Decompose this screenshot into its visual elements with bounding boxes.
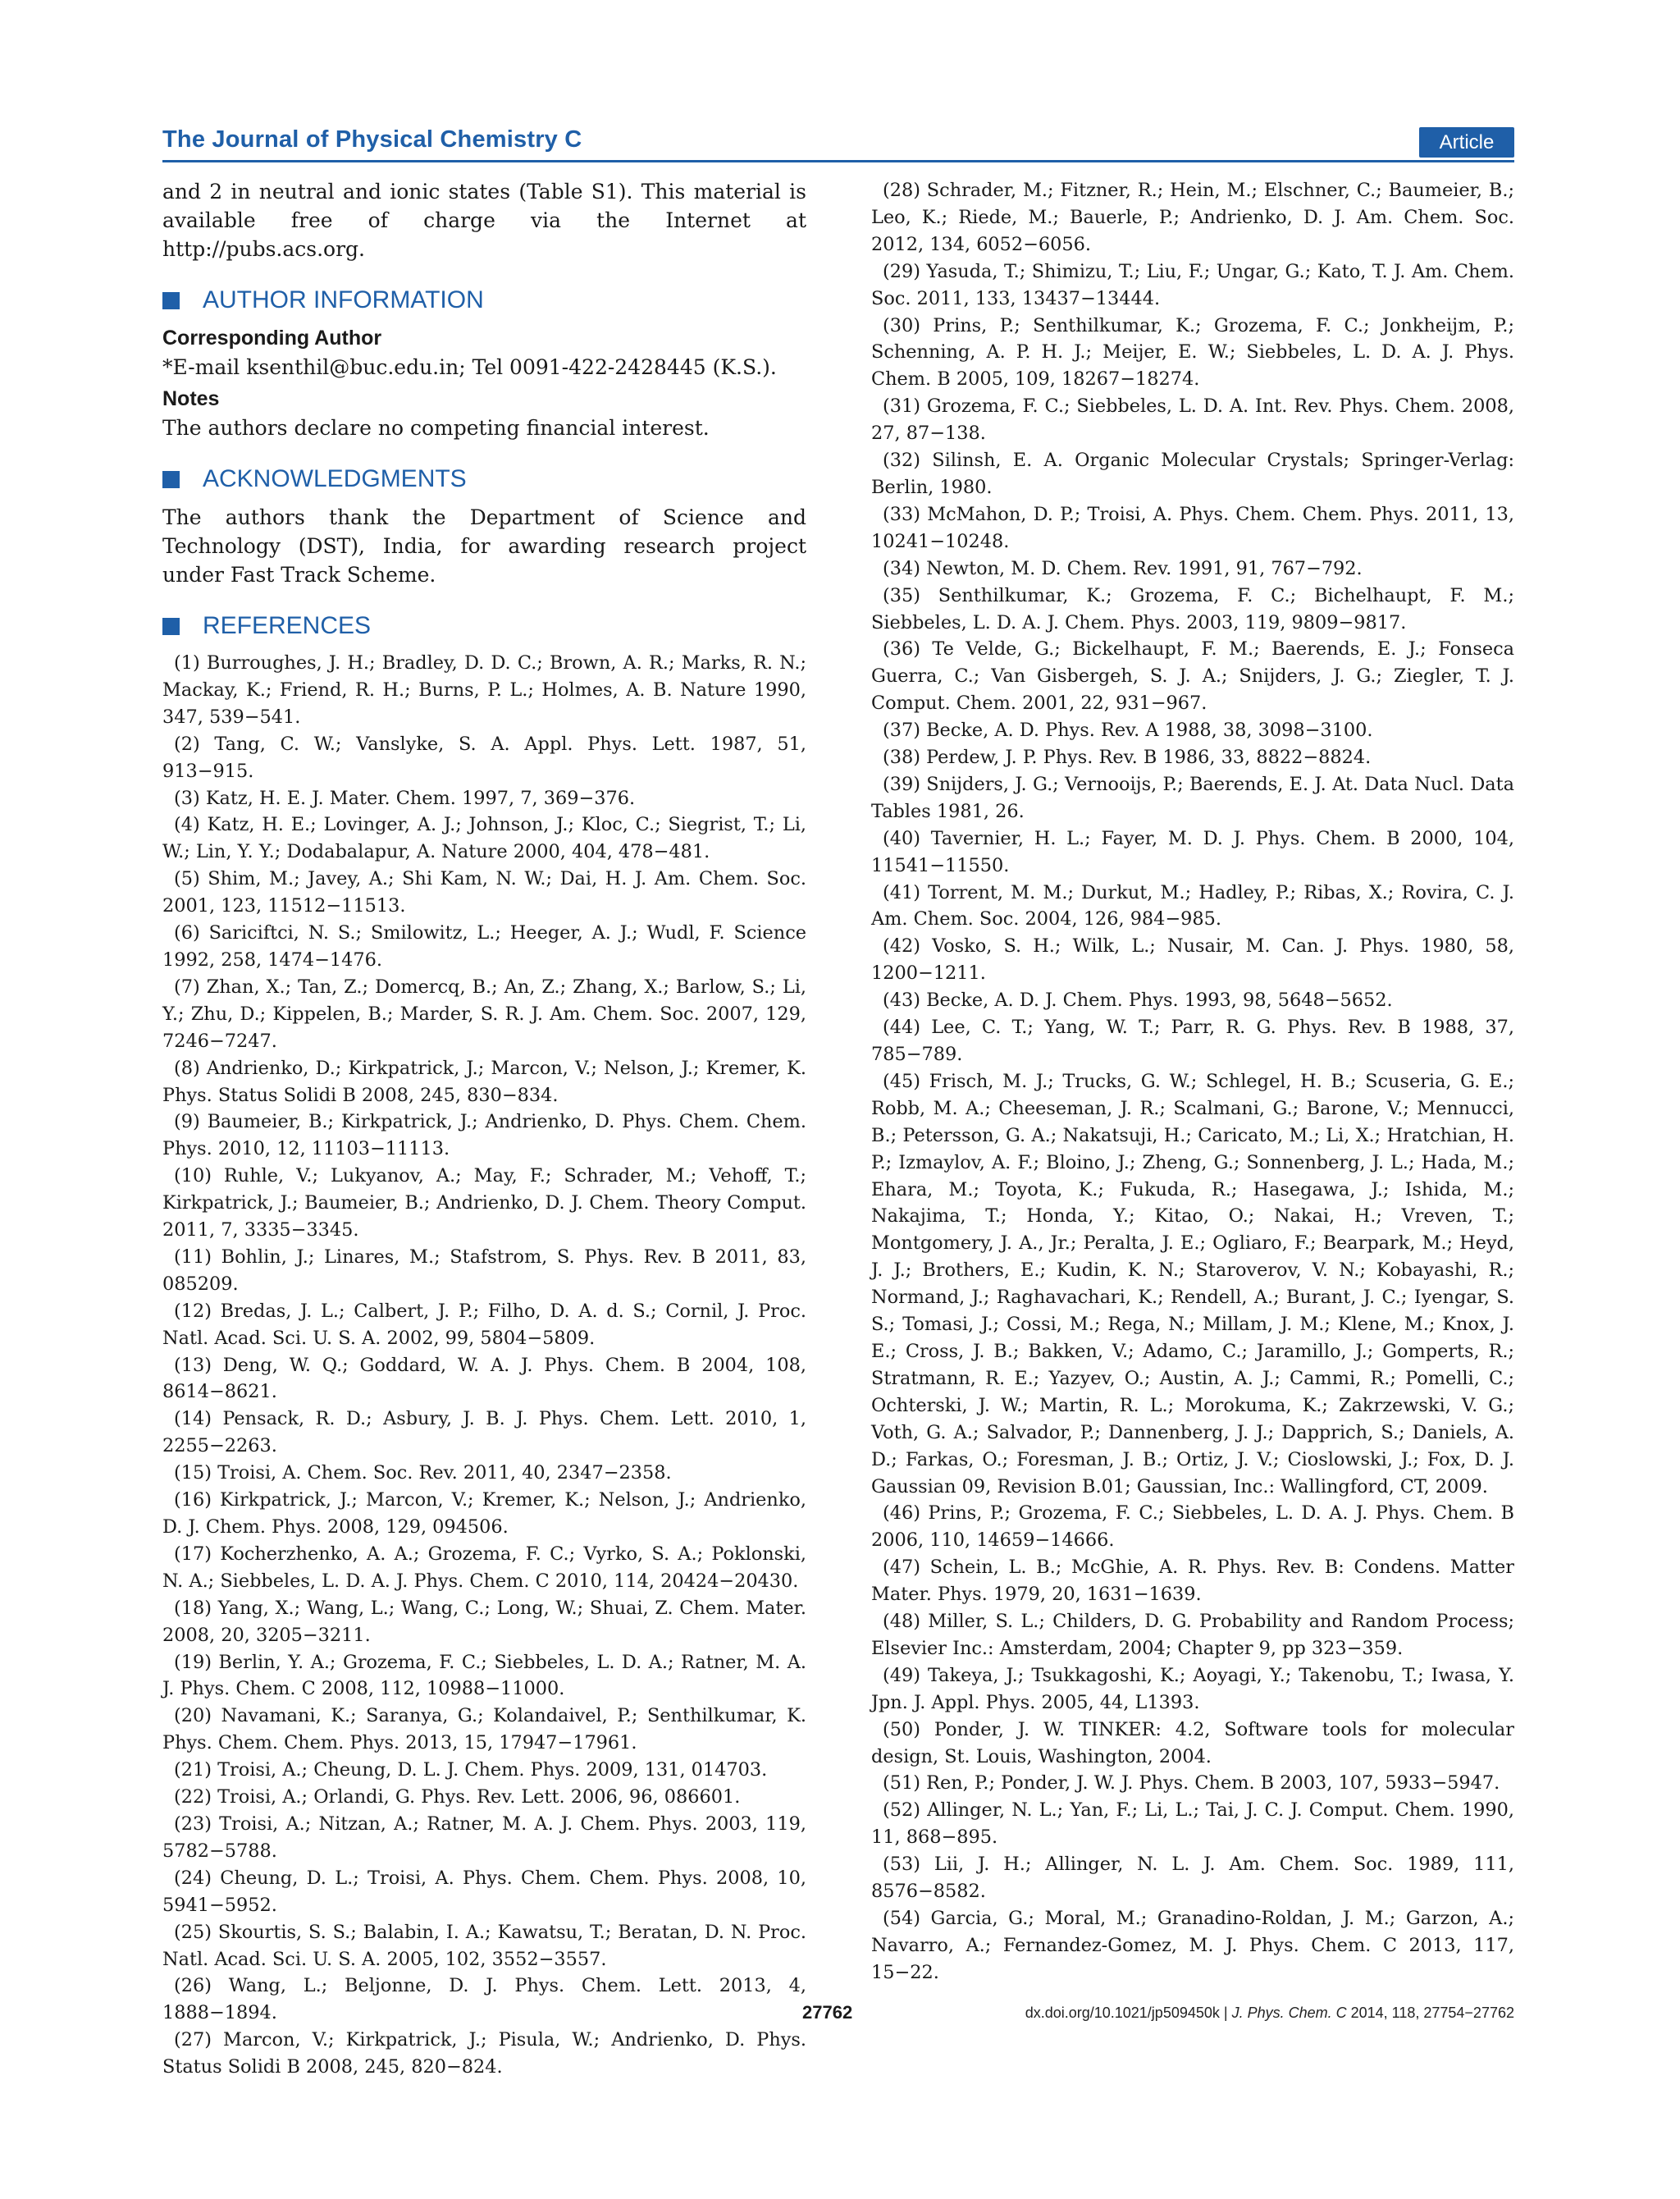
reference-item: (15) Troisi, A. Chem. Soc. Rev. 2011, 40, 2347−2358. (174, 1462, 672, 1484)
section-marker-icon (162, 471, 180, 488)
reference-item: (6) Sariciftci, N. S.; Smilowitz, L.; Heeger, A. J.; Wudl, F. Science 1992, 258, 1474−1476. (162, 922, 806, 971)
reference-item: (10) Ruhle, V.; Lukyanov, A.; May, F.; Schrader, M.; Vehoff, T.; Kirkpatrick, J.; Baumeier, B.; Andrienko, D. J. Chem. Theory Comput. 2011, 7, 3335−3345. (162, 1165, 806, 1241)
reference-list-left (162, 650, 806, 2081)
reference-item: (2) Tang, C. W.; Vanslyke, S. A. Appl. Phys. Lett. 1987, 51, 913−915. (162, 733, 806, 782)
reference-item: (35) Senthilkumar, K.; Grozema, F. C.; Bichelhaupt, F. M.; Siebbeles, L. D. A. J. Chem. Phys. 2003, 119, 9809−9817. (871, 584, 1514, 633)
reference-item: (39) Snijders, J. G.; Vernooijs, P.; Baerends, E. J. At. Data Nucl. Data Tables 1981, 26. (871, 773, 1514, 822)
reference-item: (17) Kocherzhenko, A. A.; Grozema, F. C.; Vyrko, S. A.; Poklonski, N. A.; Siebbeles, L. D. A. J. Phys. Chem. C 2010, 114, 20424−20430. (162, 1543, 806, 1592)
reference-item: (40) Tavernier, H. L.; Fayer, M. D. J. Phys. Chem. B 2000, 104, 11541−11550. (871, 827, 1514, 876)
citation-journal: J. Phys. Chem. C (1231, 2005, 1347, 2021)
reference-item: (29) Yasuda, T.; Shimizu, T.; Liu, F.; Ungar, G.; Kato, T. J. Am. Chem. Soc. 2011, 133, 13437−13444. (871, 260, 1514, 309)
reference-item: (13) Deng, W. Q.; Goddard, W. A. J. Phys. Chem. B 2004, 108, 8614−8621. (162, 1354, 806, 1403)
acknowledgments-text: The authors thank the Department of Science and Technology (DST), India, for awarding research project under Fast Track Scheme. (162, 505, 806, 587)
reference-item: (25) Skourtis, S. S.; Balabin, I. A.; Kawatsu, T.; Beratan, D. N. Proc. Natl. Acad. Sci. U. S. A. 2005, 102, 3552−3557. (162, 1921, 806, 1970)
reference-item: (37) Becke, A. D. Phys. Rev. A 1988, 38, 3098−3100. (883, 720, 1373, 742)
references-label: REFERENCES (203, 612, 372, 639)
reference-item: (43) Becke, A. D. J. Chem. Phys. 1993, 98, 5648−5652. (883, 990, 1393, 1012)
footer-citation: dx.doi.org/10.1021/jp509450k | J. Phys. Chem. C 2014, 118, 27754−27762 (1025, 2005, 1514, 2021)
reference-item: (21) Troisi, A.; Cheung, D. L. J. Chem. Phys. 2009, 131, 014703. (174, 1759, 768, 1781)
reference-item: (16) Kirkpatrick, J.; Marcon, V.; Kremer, K.; Nelson, J.; Andrienko, D. J. Chem. Phys. 2008, 129, 094506. (162, 1489, 806, 1538)
reference-item: (20) Navamani, K.; Saranya, G.; Kolandaivel, P.; Senthilkumar, K. Phys. Chem. Chem. Phys. 2013, 15, 17947−17961. (162, 1705, 806, 1754)
corresponding-author-text: *E-mail ksenthil@buc.edu.in; Tel 0091-422-2428445 (K.S.). (162, 355, 777, 379)
reference-item: (26) Wang, L.; Beljonne, D. J. Phys. Chem. Lett. 2013, 4, 1888−1894. (162, 1975, 806, 2024)
reference-item: (52) Allinger, N. L.; Yan, F.; Li, L.; Tai, J. C. J. Comput. Chem. 1990, 11, 868−895. (871, 1799, 1514, 1849)
notes-label: Notes (162, 387, 220, 410)
reference-item: (8) Andrienko, D.; Kirkpatrick, J.; Marcon, V.; Nelson, J.; Kremer, K. Phys. Status Solidi B 2008, 245, 830−834. (162, 1057, 806, 1106)
reference-item: (38) Perdew, J. P. Phys. Rev. B 1986, 33, 8822−8824. (883, 747, 1372, 769)
references-heading (162, 612, 806, 640)
reference-item: (30) Prins, P.; Senthilkumar, K.; Grozema, F. C.; Jonkheijm, P.; Schenning, A. P. H. J.; Meijer, E. W.; Siebbeles, L. D. A. J. Phys. Chem. B 2005, 109, 18267−18274. (871, 314, 1514, 391)
reference-item: (54) Garcia, G.; Moral, M.; Granadino-Roldan, J. M.; Garzon, A.; Navarro, A.; Fernandez-Gomez, M. J. Phys. Chem. C 2013, 117, 15−22. (871, 1908, 1514, 1983)
article-badge: Article (1419, 127, 1514, 158)
reference-item: (11) Bohlin, J.; Linares, M.; Stafstrom, S. Phys. Rev. B 2011, 83, 085209. (162, 1246, 806, 1295)
page-number: 27762 (802, 2002, 853, 2023)
reference-item: (12) Bredas, J. L.; Calbert, J. P.; Filho, D. A. d. S.; Cornil, J. Proc. Natl. Acad. Sci. U. S. A. 2002, 99, 5804−5809. (162, 1300, 806, 1349)
author-information-label: AUTHOR INFORMATION (203, 286, 484, 313)
citation-details: 2014, 118, 27754−27762 (1346, 2005, 1514, 2021)
reference-item: (46) Prins, P.; Grozema, F. C.; Siebbeles, L. D. A. J. Phys. Chem. B 2006, 110, 14659−14666. (871, 1502, 1514, 1552)
reference-item: (19) Berlin, Y. A.; Grozema, F. C.; Siebbeles, L. D. A.; Ratner, M. A. J. Phys. Chem. C 2008, 112, 10988−11000. (162, 1651, 806, 1700)
reference-item: (5) Shim, M.; Javey, A.; Shi Kam, N. W.; Dai, H. J. Am. Chem. Soc. 2001, 123, 11512−11513. (162, 868, 806, 917)
reference-item: (3) Katz, H. E. J. Mater. Chem. 1997, 7, 369−376. (174, 787, 636, 809)
reference-item: (50) Ponder, J. W. TINKER: 4.2, Software tools for molecular design, St. Louis, Washington, 2004. (871, 1718, 1514, 1767)
header-rule (162, 160, 1514, 162)
reference-item: (36) Te Velde, G.; Bickelhaupt, F. M.; Baerends, E. J.; Fonseca Guerra, C.; Van Gisbergeh, S. J. A.; Snijders, J. G.; Ziegler, T. J. Comput. Chem. 2001, 22, 931−967. (871, 638, 1514, 715)
left-column (162, 177, 806, 2081)
reference-item: (28) Schrader, M.; Fitzner, R.; Hein, M.; Elschner, C.; Baumeier, B.; Leo, K.; Riede, M.; Bauerle, P.; Andrienko, D. J. Am. Chem. Soc. 2012, 134, 6052−6056. (871, 180, 1514, 255)
reference-item: (7) Zhan, X.; Tan, Z.; Domercq, B.; An, Z.; Zhang, X.; Barlow, S.; Li, Y.; Zhu, D.; Kippelen, B.; Marder, S. R. J. Am. Chem. Soc. 2007, 129, 7246−7247. (162, 976, 806, 1052)
reference-item: (33) McMahon, D. P.; Troisi, A. Phys. Chem. Chem. Phys. 2011, 13, 10241−10248. (871, 503, 1514, 552)
reference-item: (24) Cheung, D. L.; Troisi, A. Phys. Chem. Chem. Phys. 2008, 10, 5941−5952. (162, 1867, 806, 1916)
corresponding-author-label: Corresponding Author (162, 327, 382, 350)
reference-item: (45) Frisch, M. J.; Trucks, G. W.; Schlegel, H. B.; Scuseria, G. E.; Robb, M. A.; Cheeseman, J. R.; Scalmani, G.; Barone, V.; Mennucci, B.; Petersson, G. A.; Nakatsuji, H.; Caricato, M.; Li, X.; Hratchian, H. P.; Izmaylov, A. F.; Bloino, J.; Zheng, G.; Sonnenberg, J. L.; Hada, M.; Ehara, M.; Toyota, K.; Fukuda, R.; Hasegawa, J.; Ishida, M.; Nakajima, T.; Honda, Y.; Kitao, O.; Nakai, H.; Vreven, T.; Montgomery, J. A., Jr.; Peralta, J. E.; Ogliaro, F.; Bearpark, M.; Heyd, J. J.; Brothers, E.; Kudin, K. N.; Staroverov, V. N.; Kobayashi, R.; Normand, J.; Raghavachari, K.; Rendell, A.; Burant, J. C.; Iyengar, S. S.; Tomasi, J.; Cossi, M.; Rega, N.; Millam, J. M.; Klene, M.; Knox, J. E.; Cross, J. B.; Bakken, V.; Adamo, C.; Jaramillo, J.; Gomperts, R.; Stratmann, R. E.; Yazyev, O.; Austin, A. J.; Cammi, R.; Pomelli, C.; Ochterski, J. W.; Martin, R. L.; Morokuma, K.; Zakrzewski, V. G.; Voth, G. A.; Salvador, P.; Dannenberg, J. J.; Dapprich, S.; Daniels, A. D.; Farkas, O.; Foresman, J. B.; Ortiz, J. V.; Cioslowski, J.; Fox, D. J. Gaussian 09, Revision B.01; Gaussian, Inc.: Wallingford, CT, 2009. (871, 1070, 1514, 1497)
reference-item: (32) Silinsh, E. A. Organic Molecular Crystals; Springer-Verlag: Berlin, 1980. (871, 450, 1514, 498)
reference-item: (41) Torrent, M. M.; Durkut, M.; Hadley, P.; Ribas, X.; Rovira, C. J. Am. Chem. Soc. 2004, 126, 984−985. (871, 881, 1514, 930)
reference-item: (31) Grozema, F. C.; Siebbeles, L. D. A. Int. Rev. Phys. Chem. 2008, 27, 87−138. (871, 395, 1514, 445)
reference-item: (22) Troisi, A.; Orlandi, G. Phys. Rev. Lett. 2006, 96, 086601. (174, 1786, 741, 1808)
reference-list-right (871, 177, 1514, 1986)
reference-item: (47) Schein, L. B.; McGhie, A. R. Phys. Rev. B: Condens. Matter Mater. Phys. 1979, 20, 1631−1639. (871, 1557, 1514, 1606)
right-column (871, 177, 1514, 1986)
reference-item: (44) Lee, C. T.; Yang, W. T.; Parr, R. G. Phys. Rev. B 1988, 37, 785−789. (871, 1017, 1514, 1065)
reference-item: (9) Baumeier, B.; Kirkpatrick, J.; Andrienko, D. Phys. Chem. Chem. Phys. 2010, 12, 11103−11113. (162, 1111, 806, 1160)
reference-item: (34) Newton, M. D. Chem. Rev. 1991, 91, 767−792. (883, 557, 1363, 579)
reference-item: (23) Troisi, A.; Nitzan, A.; Ratner, M. A. J. Chem. Phys. 2003, 119, 5782−5788. (162, 1813, 806, 1862)
acknowledgments-heading (162, 465, 806, 493)
author-information-heading (162, 286, 806, 314)
reference-item: (27) Marcon, V.; Kirkpatrick, J.; Pisula, W.; Andrienko, D. Phys. Status Solidi B 2008, 245, 820−824. (162, 2029, 806, 2078)
reference-item: (18) Yang, X.; Wang, L.; Wang, C.; Long, W.; Shuai, Z. Chem. Mater. 2008, 20, 3205−3211. (162, 1597, 806, 1646)
reference-item: (4) Katz, H. E.; Lovinger, A. J.; Johnson, J.; Kloc, C.; Siegrist, T.; Li, W.; Lin, Y. Y.; Dodabalapur, A. Nature 2000, 404, 478−481. (162, 814, 806, 863)
doi-link[interactable]: dx.doi.org/10.1021/jp509450k (1025, 2005, 1220, 2021)
reference-item: (48) Miller, S. L.; Childers, D. G. Probability and Random Process; Elsevier Inc.: Amsterdam, 2004; Chapter 9, pp 323−359. (871, 1611, 1514, 1659)
continuation-paragraph: and 2 in neutral and ionic states (Table S1). This material is available free of charge via the Internet at http://pubs.acs.org. (162, 180, 806, 261)
section-marker-icon (162, 292, 180, 309)
acknowledgments-label: ACKNOWLEDGMENTS (203, 465, 467, 492)
reference-item: (42) Vosko, S. H.; Wilk, L.; Nusair, M. Can. J. Phys. 1980, 58, 1200−1211. (871, 935, 1514, 985)
reference-item: (1) Burroughes, J. H.; Bradley, D. D. C.; Brown, A. R.; Marks, R. N.; Mackay, K.; Friend, R. H.; Burns, P. L.; Holmes, A. B. Nature 1990, 347, 539−541. (162, 652, 806, 728)
reference-item: (49) Takeya, J.; Tsukkagoshi, K.; Aoyagi, Y.; Takenobu, T.; Iwasa, Y. Jpn. J. Appl. Phys. 2005, 44, L1393. (871, 1664, 1514, 1713)
reference-item: (14) Pensack, R. D.; Asbury, J. B. J. Phys. Chem. Lett. 2010, 1, 2255−2263. (162, 1408, 806, 1457)
reference-item: (51) Ren, P.; Ponder, J. W. J. Phys. Chem. B 2003, 107, 5933−5947. (883, 1772, 1500, 1794)
notes-text: The authors declare no competing financial interest. (162, 416, 710, 440)
reference-item: (53) Lii, J. H.; Allinger, N. L. J. Am. Chem. Soc. 1989, 111, 8576−8582. (871, 1854, 1514, 1903)
section-marker-icon (162, 618, 180, 635)
journal-title: The Journal of Physical Chemistry C (162, 126, 582, 153)
